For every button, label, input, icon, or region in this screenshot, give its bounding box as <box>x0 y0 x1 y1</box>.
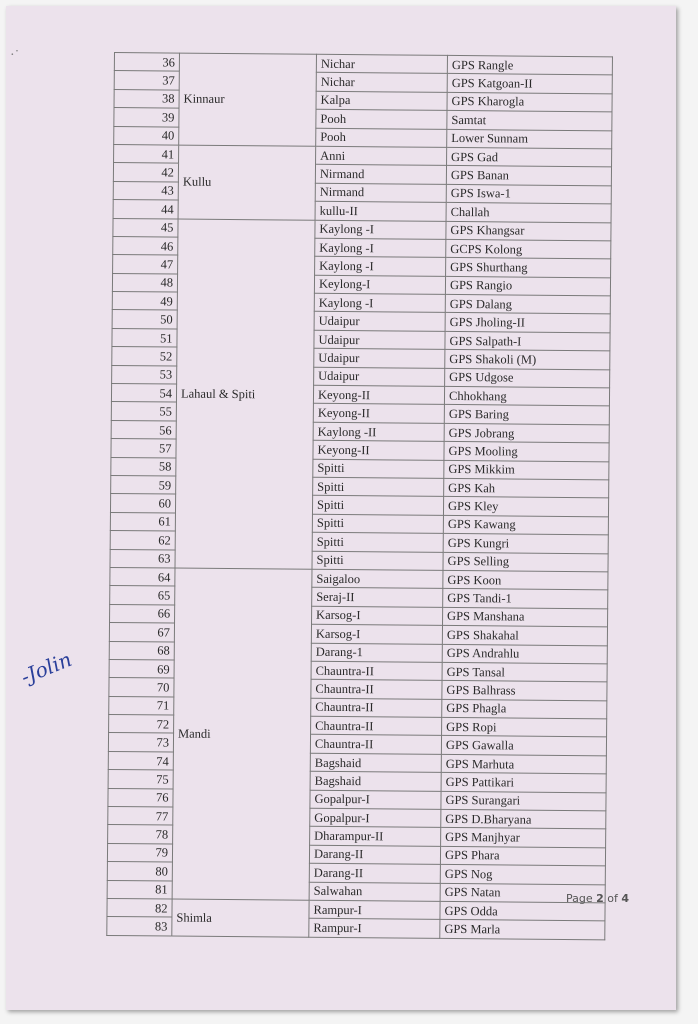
block-cell: Keyong-II <box>313 385 444 405</box>
block-cell: Udaipur <box>314 349 445 369</box>
page-prefix: Page <box>566 892 597 905</box>
block-cell: Keyong-II <box>313 404 444 424</box>
school-cell: GPS Pattikari <box>441 773 606 793</box>
school-cell: GPS Jobrang <box>444 423 609 443</box>
block-cell: Udaipur <box>314 330 445 350</box>
block-cell: Spitti <box>313 459 444 479</box>
block-cell: Udaipur <box>314 312 445 332</box>
block-cell: Anni <box>316 146 447 166</box>
school-cell: GPS Mikkim <box>444 460 609 480</box>
school-cell: GPS Kharogla <box>447 92 612 112</box>
serial-number-cell: 72 <box>109 715 174 734</box>
school-cell: GPS Kley <box>443 497 608 517</box>
serial-number-cell: 44 <box>113 200 178 219</box>
school-cell: GPS Kawang <box>443 515 608 535</box>
serial-number-cell: 43 <box>113 181 178 200</box>
school-cell: GPS Udgose <box>445 368 610 388</box>
serial-number-cell: 62 <box>110 531 175 550</box>
serial-number-cell: 57 <box>111 439 176 458</box>
school-cell: GPS Katgoan-II <box>447 74 612 94</box>
school-cell: Chhokhang <box>444 386 609 406</box>
block-cell: Karsog-I <box>312 606 443 626</box>
block-cell: Rampur-I <box>309 900 440 920</box>
document-page <box>6 6 676 1010</box>
school-cell: GPS D.Bharyana <box>441 809 606 829</box>
block-cell: Saigaloo <box>312 569 443 589</box>
block-cell: Rampur-I <box>309 919 440 939</box>
block-cell: Spitti <box>312 514 443 534</box>
block-cell: Kalpa <box>316 91 447 111</box>
serial-number-cell: 70 <box>109 678 174 697</box>
school-cell: GPS Andrahlu <box>442 644 607 664</box>
table-row <box>107 898 605 921</box>
school-cell: GPS Dalang <box>445 294 610 314</box>
school-cell: GPS Ropi <box>442 717 607 737</box>
district-cell: Shimla <box>172 899 309 937</box>
serial-number-cell: 66 <box>110 604 175 623</box>
serial-number-cell: 82 <box>107 898 172 917</box>
school-cell: GPS Koon <box>443 570 608 590</box>
serial-number-cell: 79 <box>107 843 172 862</box>
school-cell: GPS Balhrass <box>442 681 607 701</box>
school-list-table <box>106 52 613 940</box>
serial-number-cell: 38 <box>114 89 179 108</box>
serial-number-cell: 36 <box>114 53 179 72</box>
serial-number-cell: 77 <box>108 806 173 825</box>
page-total: 4 <box>621 892 630 905</box>
block-cell: Chauntra-II <box>311 680 442 700</box>
table-row <box>114 144 612 167</box>
block-cell: Chauntra-II <box>310 735 441 755</box>
serial-number-cell: 76 <box>108 788 173 807</box>
block-cell: Darang-II <box>309 845 440 865</box>
block-cell: Karsog-I <box>311 624 442 644</box>
table-row <box>110 567 608 590</box>
serial-number-cell: 46 <box>113 236 178 255</box>
serial-number-cell: 37 <box>114 71 179 90</box>
school-cell: GPS Shakahal <box>442 625 607 645</box>
school-cell: GPS Phagla <box>442 699 607 719</box>
serial-number-cell: 61 <box>110 512 175 531</box>
serial-number-cell: 73 <box>108 733 173 752</box>
serial-number-cell: 47 <box>113 255 178 274</box>
serial-number-cell: 48 <box>112 273 177 292</box>
school-cell: GPS Rangio <box>445 276 610 296</box>
block-cell: Bagshaid <box>310 753 441 773</box>
block-cell: Bagshaid <box>310 771 441 791</box>
school-cell: GPS Tansal <box>442 662 607 682</box>
block-cell: Kaylong -I <box>315 238 446 258</box>
serial-number-cell: 41 <box>114 144 179 163</box>
school-cell: GPS Marla <box>440 920 605 940</box>
block-cell: Nichar <box>316 73 447 93</box>
block-cell: Nirmand <box>315 165 446 185</box>
block-cell: Gopalpur-I <box>310 808 441 828</box>
school-cell: GPS Shakoli (M) <box>445 350 610 370</box>
block-cell: Nichar <box>316 54 447 74</box>
serial-number-cell: 59 <box>111 475 176 494</box>
serial-number-cell: 45 <box>113 218 178 237</box>
block-cell: kullu-II <box>315 201 446 221</box>
serial-number-cell: 54 <box>111 384 176 403</box>
block-cell: Spitti <box>312 532 443 552</box>
serial-number-cell: 75 <box>108 770 173 789</box>
block-cell: Kaylong -I <box>315 257 446 277</box>
school-cell: GPS Khangsar <box>446 221 611 241</box>
serial-number-cell: 65 <box>110 586 175 605</box>
block-cell: Darang-1 <box>311 643 442 663</box>
school-cell: GPS Odda <box>440 901 605 921</box>
serial-number-cell: 83 <box>107 917 172 936</box>
serial-number-cell: 39 <box>114 108 179 127</box>
table-body <box>107 53 613 940</box>
serial-number-cell: 68 <box>109 641 174 660</box>
block-cell: Spitti <box>312 551 443 571</box>
school-cell: GPS Salpath-I <box>445 331 610 351</box>
school-cell: GPS Gad <box>447 147 612 167</box>
scan-speck: ·˙ <box>10 48 20 63</box>
serial-number-cell: 40 <box>114 126 179 145</box>
page-of: of <box>603 892 622 905</box>
district-cell: Kullu <box>178 145 316 220</box>
block-cell: Chauntra-II <box>311 661 442 681</box>
school-cell: Challah <box>446 203 611 223</box>
block-cell: Chauntra-II <box>311 698 442 718</box>
serial-number-cell: 50 <box>112 310 177 329</box>
school-cell: GPS Selling <box>443 552 608 572</box>
block-cell: Gopalpur-I <box>310 790 441 810</box>
school-cell: GPS Jholing-II <box>445 313 610 333</box>
school-cell: GPS Shurthang <box>446 258 611 278</box>
serial-number-cell: 81 <box>107 880 172 899</box>
block-cell: Spitti <box>312 496 443 516</box>
serial-number-cell: 80 <box>107 862 172 881</box>
serial-number-cell: 71 <box>109 696 174 715</box>
table-row <box>114 53 612 76</box>
school-cell: GPS Marhuta <box>441 754 606 774</box>
school-cell: GPS Kungri <box>443 534 608 554</box>
district-cell: Kinnaur <box>179 53 317 146</box>
block-cell: Darang-II <box>309 863 440 883</box>
block-cell: Seraj-II <box>312 588 443 608</box>
page-footer <box>566 892 629 905</box>
block-cell: Pooh <box>316 128 447 148</box>
school-cell: GPS Rangle <box>447 55 612 75</box>
school-cell: GPS Tandi-1 <box>443 589 608 609</box>
table-row <box>113 218 611 241</box>
serial-number-cell: 60 <box>110 494 175 513</box>
school-cell: GPS Nog <box>440 865 605 885</box>
serial-number-cell: 55 <box>111 402 176 421</box>
serial-number-cell: 49 <box>112 292 177 311</box>
serial-number-cell: 58 <box>111 457 176 476</box>
block-cell: Pooh <box>316 109 447 129</box>
school-cell: Samtat <box>447 111 612 131</box>
block-cell: Nirmand <box>315 183 446 203</box>
school-cell: GPS Manjhyar <box>441 828 606 848</box>
school-cell: GPS Iswa-1 <box>446 184 611 204</box>
serial-number-cell: 42 <box>113 163 178 182</box>
district-cell: Mandi <box>172 568 312 900</box>
serial-number-cell: 74 <box>108 751 173 770</box>
school-cell: GPS Banan <box>446 166 611 186</box>
serial-number-cell: 51 <box>112 328 177 347</box>
serial-number-cell: 69 <box>109 659 174 678</box>
district-cell: Lahaul & Spiti <box>175 219 315 570</box>
school-cell: GPS Natan <box>440 883 605 903</box>
school-cell: GPS Gawalla <box>441 736 606 756</box>
school-cell: GCPS Kolong <box>446 239 611 259</box>
serial-number-cell: 67 <box>109 623 174 642</box>
serial-number-cell: 63 <box>110 549 175 568</box>
block-cell: Udaipur <box>314 367 445 387</box>
block-cell: Salwahan <box>309 882 440 902</box>
block-cell: Kaylong -I <box>315 220 446 240</box>
serial-number-cell: 64 <box>110 567 175 586</box>
school-cell: GPS Mooling <box>444 442 609 462</box>
school-cell: Lower Sunnam <box>447 129 612 149</box>
school-cell: GPS Kah <box>444 478 609 498</box>
serial-number-cell: 52 <box>112 347 177 366</box>
block-cell: Chauntra-II <box>311 716 442 736</box>
block-cell: Spitti <box>313 477 444 497</box>
block-cell: Kaylong -II <box>313 422 444 442</box>
handwritten-signature: -Jolin <box>17 647 76 689</box>
serial-number-cell: 56 <box>111 420 176 439</box>
serial-number-cell: 78 <box>108 825 173 844</box>
block-cell: Keylong-I <box>314 275 445 295</box>
page-number: 2 <box>596 892 604 905</box>
serial-number-cell: 53 <box>112 365 177 384</box>
school-cell: GPS Manshana <box>443 607 608 627</box>
school-cell: GPS Surangari <box>441 791 606 811</box>
block-cell: Dharampur-II <box>310 827 441 847</box>
school-cell: GPS Baring <box>444 405 609 425</box>
block-cell: Kaylong -I <box>314 293 445 313</box>
school-cell: GPS Phara <box>440 846 605 866</box>
block-cell: Keyong-II <box>313 440 444 460</box>
